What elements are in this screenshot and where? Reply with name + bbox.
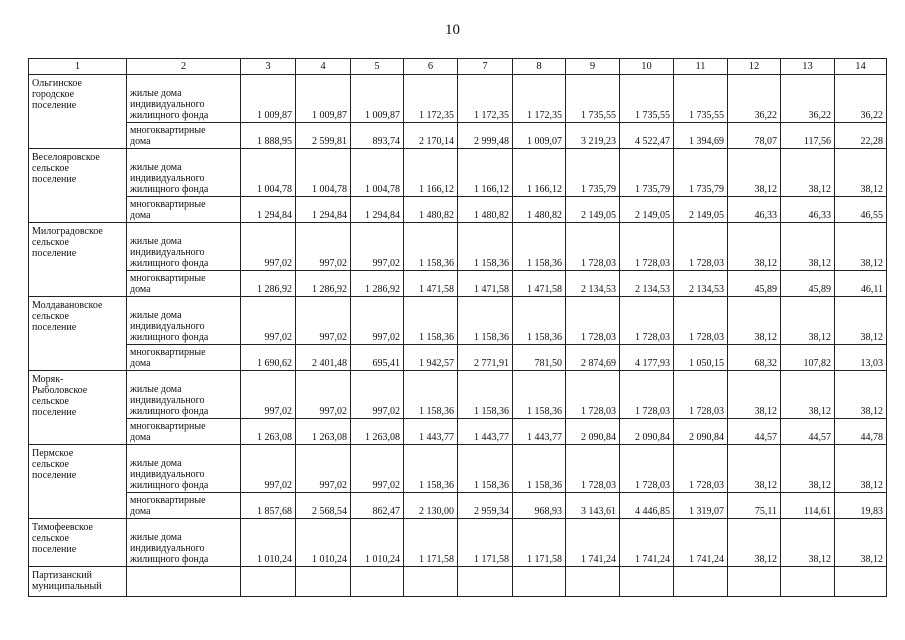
value-cell: 38,12 [781, 519, 835, 567]
column-number: 9 [566, 59, 620, 75]
value-cell: 1 728,03 [674, 445, 728, 493]
value-cell: 1 728,03 [620, 371, 674, 419]
settlement-name-line: Моряк- [32, 374, 64, 385]
value-cell: 1 728,03 [566, 297, 620, 345]
value-cell: 46,33 [781, 197, 835, 223]
header-row [29, 59, 887, 75]
housing-type-line: жилищного фонда [130, 184, 209, 195]
table-row [29, 123, 887, 149]
page-number: 10 [445, 22, 460, 38]
value-cell: 695,41 [351, 345, 404, 371]
value-cell: 1 004,78 [296, 149, 351, 197]
value-cell: 1 172,35 [458, 75, 513, 123]
value-cell [566, 567, 620, 597]
value-cell: 3 143,61 [566, 493, 620, 519]
value-cell: 997,02 [296, 445, 351, 493]
value-cell: 1 009,87 [241, 75, 296, 123]
value-cell: 1 009,87 [296, 75, 351, 123]
value-cell: 38,12 [781, 371, 835, 419]
column-number: 2 [127, 59, 241, 75]
value-cell: 1 010,24 [296, 519, 351, 567]
settlement-name-line: городское [32, 89, 75, 100]
value-cell: 2 170,14 [404, 123, 458, 149]
value-cell [241, 567, 296, 597]
value-cell [296, 567, 351, 597]
value-cell: 968,93 [513, 493, 566, 519]
value-cell: 38,12 [728, 149, 781, 197]
value-cell: 1 471,58 [404, 271, 458, 297]
value-cell: 1 480,82 [404, 197, 458, 223]
value-cell: 997,02 [351, 297, 404, 345]
value-cell: 19,83 [835, 493, 887, 519]
value-cell: 1 166,12 [404, 149, 458, 197]
value-cell: 1 735,55 [566, 75, 620, 123]
housing-type-line: жилищного фонда [130, 406, 209, 417]
housing-type-line: многоквартирные [130, 421, 206, 432]
value-cell: 2 149,05 [566, 197, 620, 223]
housing-type-line: индивидуального [130, 543, 205, 554]
column-number: 3 [241, 59, 296, 75]
housing-type-line: многоквартирные [130, 199, 206, 210]
value-cell: 2 090,84 [566, 419, 620, 445]
settlement-name-line: Пермское [32, 448, 74, 459]
value-cell: 38,12 [781, 149, 835, 197]
table-row [29, 75, 887, 123]
value-cell: 36,22 [728, 75, 781, 123]
value-cell: 2 090,84 [620, 419, 674, 445]
value-cell: 1 158,36 [458, 371, 513, 419]
value-cell: 1 728,03 [674, 371, 728, 419]
value-cell: 1 004,78 [241, 149, 296, 197]
table-row [29, 197, 887, 223]
value-cell: 1 286,92 [351, 271, 404, 297]
settlement-name-line: поселение [32, 174, 77, 185]
housing-type [127, 123, 241, 149]
value-cell: 38,12 [781, 297, 835, 345]
value-cell: 1 480,82 [458, 197, 513, 223]
column-number: 5 [351, 59, 404, 75]
value-cell: 44,78 [835, 419, 887, 445]
value-cell: 1 171,58 [458, 519, 513, 567]
column-number: 1 [29, 59, 127, 75]
value-cell: 2 130,00 [404, 493, 458, 519]
value-cell: 38,12 [781, 223, 835, 271]
value-cell: 2 090,84 [674, 419, 728, 445]
settlement-name [29, 519, 127, 567]
value-cell: 38,12 [835, 297, 887, 345]
table-row [29, 493, 887, 519]
column-number: 8 [513, 59, 566, 75]
value-cell: 1 286,92 [241, 271, 296, 297]
settlement-name-line: сельское [32, 533, 69, 544]
housing-type [127, 345, 241, 371]
value-cell: 1 294,84 [241, 197, 296, 223]
housing-type [127, 419, 241, 445]
housing-type-line: дома [130, 136, 151, 147]
value-cell: 38,12 [835, 223, 887, 271]
value-cell: 1 480,82 [513, 197, 566, 223]
value-cell: 45,89 [781, 271, 835, 297]
value-cell: 1 166,12 [513, 149, 566, 197]
housing-type [127, 445, 241, 493]
value-cell: 1 735,79 [620, 149, 674, 197]
value-cell: 2 134,53 [620, 271, 674, 297]
value-cell: 117,56 [781, 123, 835, 149]
value-cell: 1 690,62 [241, 345, 296, 371]
value-cell: 38,12 [728, 297, 781, 345]
settlement-name-line: муниципальный [32, 581, 102, 592]
housing-type-line: жилые дома [130, 532, 182, 543]
housing-type-line: индивидуального [130, 173, 205, 184]
value-cell: 1 319,07 [674, 493, 728, 519]
table-row [29, 223, 887, 271]
value-cell: 2 134,53 [566, 271, 620, 297]
value-cell: 1 286,92 [296, 271, 351, 297]
value-cell: 38,12 [835, 149, 887, 197]
value-cell: 2 599,81 [296, 123, 351, 149]
value-cell: 1 158,36 [458, 223, 513, 271]
value-cell [351, 567, 404, 597]
value-cell: 1 263,08 [296, 419, 351, 445]
housing-type-line: многоквартирные [130, 495, 206, 506]
value-cell [781, 567, 835, 597]
column-number: 4 [296, 59, 351, 75]
housing-type-line: индивидуального [130, 99, 205, 110]
value-cell: 1 728,03 [674, 297, 728, 345]
housing-type [127, 271, 241, 297]
column-number: 11 [674, 59, 728, 75]
value-cell: 997,02 [241, 223, 296, 271]
column-number: 13 [781, 59, 835, 75]
value-cell: 107,82 [781, 345, 835, 371]
value-cell [404, 567, 458, 597]
housing-type-line: жилые дома [130, 162, 182, 173]
settlement-name-line: поселение [32, 322, 77, 333]
value-cell: 2 401,48 [296, 345, 351, 371]
value-cell [458, 567, 513, 597]
value-cell: 22,28 [835, 123, 887, 149]
housing-type-line: индивидуального [130, 469, 205, 480]
settlement-name-line: поселение [32, 544, 77, 555]
housing-type-line: жилые дома [130, 88, 182, 99]
value-cell: 997,02 [241, 445, 296, 493]
value-cell: 997,02 [296, 297, 351, 345]
value-cell: 1 443,77 [513, 419, 566, 445]
settlement-name-line: поселение [32, 100, 77, 111]
value-cell: 1 857,68 [241, 493, 296, 519]
value-cell: 38,12 [835, 519, 887, 567]
column-number: 14 [835, 59, 887, 75]
value-cell [513, 567, 566, 597]
column-number: 6 [404, 59, 458, 75]
settlement-name [29, 567, 127, 597]
value-cell: 1 158,36 [513, 223, 566, 271]
value-cell: 1 172,35 [404, 75, 458, 123]
value-cell: 1 009,87 [351, 75, 404, 123]
housing-type [127, 75, 241, 123]
value-cell: 1 942,57 [404, 345, 458, 371]
housing-type-line: дома [130, 358, 151, 369]
value-cell: 44,57 [781, 419, 835, 445]
value-cell: 1 294,84 [296, 197, 351, 223]
value-cell: 1 166,12 [458, 149, 513, 197]
housing-type [127, 297, 241, 345]
value-cell: 1 735,55 [674, 75, 728, 123]
value-cell: 997,02 [351, 371, 404, 419]
settlement-name [29, 445, 127, 519]
value-cell: 78,07 [728, 123, 781, 149]
column-number: 12 [728, 59, 781, 75]
value-cell: 1 158,36 [404, 297, 458, 345]
column-number: 7 [458, 59, 513, 75]
value-cell [728, 567, 781, 597]
value-cell: 1 158,36 [458, 445, 513, 493]
table-row [29, 519, 887, 567]
value-cell: 38,12 [728, 445, 781, 493]
value-cell: 38,12 [728, 371, 781, 419]
value-cell: 1 728,03 [674, 223, 728, 271]
value-cell: 997,02 [241, 371, 296, 419]
value-cell: 1 741,24 [674, 519, 728, 567]
housing-type-line: жилищного фонда [130, 258, 209, 269]
housing-type-line: жилищного фонда [130, 554, 209, 565]
value-cell: 893,74 [351, 123, 404, 149]
value-cell: 38,12 [835, 445, 887, 493]
housing-type [127, 197, 241, 223]
value-cell: 1 263,08 [241, 419, 296, 445]
housing-type-line: многоквартирные [130, 125, 206, 136]
settlement-name [29, 223, 127, 297]
value-cell: 68,32 [728, 345, 781, 371]
value-cell: 44,57 [728, 419, 781, 445]
value-cell: 36,22 [781, 75, 835, 123]
housing-type-line: жилищного фонда [130, 480, 209, 491]
value-cell: 2 149,05 [674, 197, 728, 223]
housing-type [127, 567, 241, 597]
value-cell: 781,50 [513, 345, 566, 371]
value-cell: 1 009,07 [513, 123, 566, 149]
housing-type-line: многоквартирные [130, 273, 206, 284]
value-cell: 1 741,24 [566, 519, 620, 567]
settlement-name [29, 149, 127, 223]
settlement-name-line: сельское [32, 237, 69, 248]
value-cell: 3 219,23 [566, 123, 620, 149]
settlement-name-line: поселение [32, 470, 77, 481]
value-cell: 1 263,08 [351, 419, 404, 445]
value-cell: 4 522,47 [620, 123, 674, 149]
column-number: 10 [620, 59, 674, 75]
value-cell: 1 158,36 [513, 371, 566, 419]
value-cell: 38,12 [728, 519, 781, 567]
housing-type [127, 519, 241, 567]
value-cell: 46,33 [728, 197, 781, 223]
housing-type-line: жилые дома [130, 310, 182, 321]
settlement-name-line: сельское [32, 459, 69, 470]
value-cell: 1 471,58 [458, 271, 513, 297]
value-cell: 46,11 [835, 271, 887, 297]
tariff-table [28, 58, 887, 597]
value-cell: 2 999,48 [458, 123, 513, 149]
settlement-name-line: сельское [32, 311, 69, 322]
value-cell: 1 735,55 [620, 75, 674, 123]
value-cell: 1 158,36 [513, 445, 566, 493]
value-cell: 46,55 [835, 197, 887, 223]
value-cell: 1 294,84 [351, 197, 404, 223]
housing-type-line: дома [130, 432, 151, 443]
table-row [29, 149, 887, 197]
housing-type-line: дома [130, 506, 151, 517]
value-cell: 1 888,95 [241, 123, 296, 149]
value-cell: 1 741,24 [620, 519, 674, 567]
value-cell: 997,02 [241, 297, 296, 345]
settlement-name-line: Рыболовское [32, 385, 88, 396]
value-cell: 997,02 [296, 223, 351, 271]
housing-type-line: индивидуального [130, 247, 205, 258]
settlement-name [29, 297, 127, 371]
value-cell: 4 177,93 [620, 345, 674, 371]
value-cell: 1 171,58 [404, 519, 458, 567]
value-cell [835, 567, 887, 597]
housing-type-line: жилые дома [130, 384, 182, 395]
table-row [29, 567, 887, 597]
value-cell: 1 735,79 [566, 149, 620, 197]
value-cell: 1 394,69 [674, 123, 728, 149]
housing-type [127, 223, 241, 271]
value-cell: 1 158,36 [458, 297, 513, 345]
value-cell: 1 172,35 [513, 75, 566, 123]
settlement-name-line: Веселояровское [32, 152, 100, 163]
value-cell: 114,61 [781, 493, 835, 519]
value-cell: 2 874,69 [566, 345, 620, 371]
settlement-name-line: Партизанский [32, 570, 92, 581]
value-cell: 862,47 [351, 493, 404, 519]
value-cell: 997,02 [351, 445, 404, 493]
value-cell: 38,12 [781, 445, 835, 493]
value-cell: 2 568,54 [296, 493, 351, 519]
housing-type-line: дома [130, 210, 151, 221]
housing-type-line: индивидуального [130, 395, 205, 406]
settlement-name-line: поселение [32, 248, 77, 259]
value-cell: 1 010,24 [241, 519, 296, 567]
value-cell: 45,89 [728, 271, 781, 297]
value-cell: 1 728,03 [620, 297, 674, 345]
value-cell: 1 158,36 [404, 445, 458, 493]
settlement-name-line: Молдавановское [32, 300, 103, 311]
table-row [29, 297, 887, 345]
value-cell: 1 728,03 [566, 223, 620, 271]
settlement-name [29, 75, 127, 149]
value-cell: 1 728,03 [620, 223, 674, 271]
housing-type [127, 493, 241, 519]
value-cell: 1 050,15 [674, 345, 728, 371]
value-cell: 1 443,77 [458, 419, 513, 445]
value-cell [620, 567, 674, 597]
settlement-name-line: Милоградовское [32, 226, 103, 237]
value-cell: 1 471,58 [513, 271, 566, 297]
value-cell: 1 171,58 [513, 519, 566, 567]
value-cell [674, 567, 728, 597]
housing-type [127, 149, 241, 197]
value-cell: 2 771,91 [458, 345, 513, 371]
value-cell: 1 728,03 [620, 445, 674, 493]
value-cell: 2 959,34 [458, 493, 513, 519]
value-cell: 1 443,77 [404, 419, 458, 445]
settlement-name-line: поселение [32, 407, 77, 418]
housing-type-line: жилищного фонда [130, 110, 209, 121]
table-row [29, 445, 887, 493]
value-cell: 38,12 [728, 223, 781, 271]
value-cell: 1 158,36 [404, 371, 458, 419]
value-cell: 4 446,85 [620, 493, 674, 519]
value-cell: 997,02 [296, 371, 351, 419]
value-cell: 997,02 [351, 223, 404, 271]
settlement-name-line: Ольгинское [32, 78, 82, 89]
housing-type-line: жилищного фонда [130, 332, 209, 343]
housing-type-line: индивидуального [130, 321, 205, 332]
housing-type [127, 371, 241, 419]
value-cell: 75,11 [728, 493, 781, 519]
value-cell: 1 158,36 [404, 223, 458, 271]
settlement-name-line: сельское [32, 163, 69, 174]
value-cell: 38,12 [835, 371, 887, 419]
value-cell: 1 735,79 [674, 149, 728, 197]
settlement-name-line: Тимофеевское [32, 522, 93, 533]
table-row [29, 271, 887, 297]
housing-type-line: дома [130, 284, 151, 295]
table-row [29, 371, 887, 419]
value-cell: 1 004,78 [351, 149, 404, 197]
housing-type-line: жилые дома [130, 236, 182, 247]
value-cell: 2 134,53 [674, 271, 728, 297]
housing-type-line: жилые дома [130, 458, 182, 469]
value-cell: 1 158,36 [513, 297, 566, 345]
table-row [29, 419, 887, 445]
housing-type-line: многоквартирные [130, 347, 206, 358]
settlement-name-line: сельское [32, 396, 69, 407]
value-cell: 1 010,24 [351, 519, 404, 567]
settlement-name [29, 371, 127, 445]
value-cell: 36,22 [835, 75, 887, 123]
value-cell: 1 728,03 [566, 445, 620, 493]
value-cell: 1 728,03 [566, 371, 620, 419]
value-cell: 2 149,05 [620, 197, 674, 223]
table-row [29, 345, 887, 371]
value-cell: 13,03 [835, 345, 887, 371]
